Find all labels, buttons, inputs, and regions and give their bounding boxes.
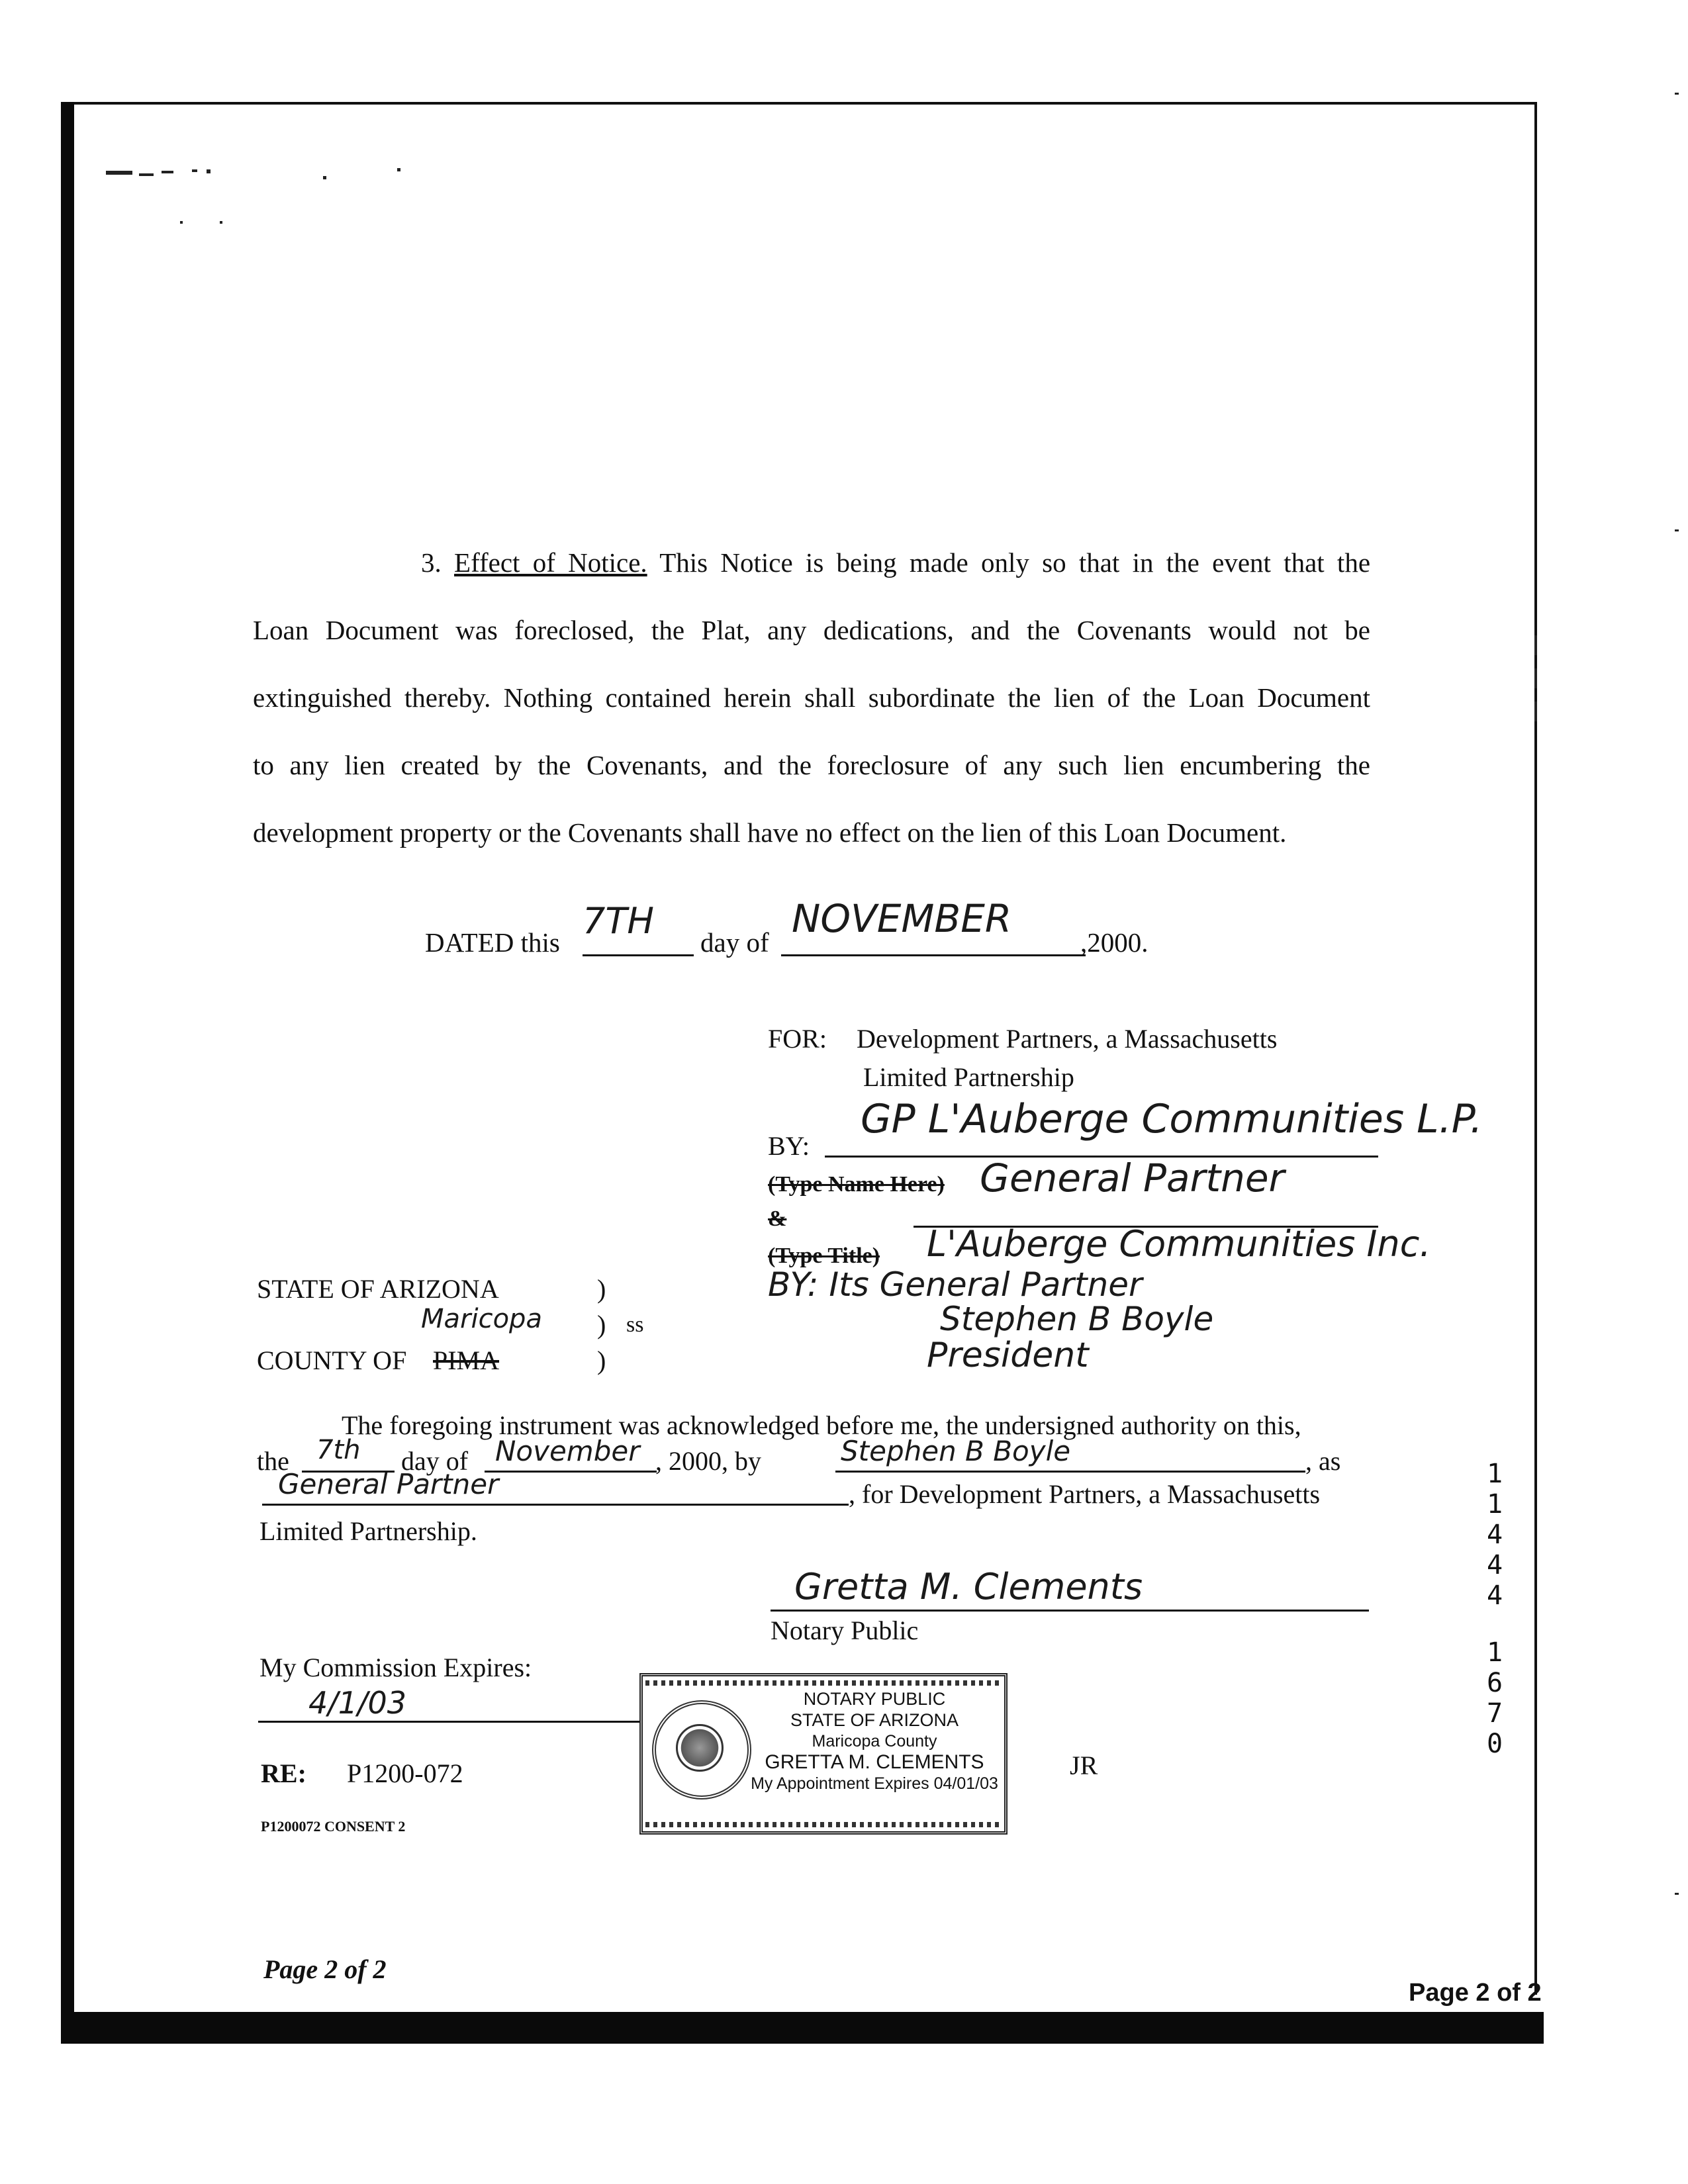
title-handwritten-4: President (927, 1336, 1089, 1375)
state-seal-icon (652, 1700, 751, 1799)
paragraph-line: Loan Document was foreclosed, the Plat, any dedications, and the Covenants would not be (253, 615, 1370, 645)
section-heading: Effect of Notice. (454, 547, 647, 578)
commission-date-handwritten: 4/1/03 (308, 1685, 407, 1721)
section-number: 3. (421, 547, 442, 578)
dated-month-rule (781, 954, 1086, 956)
page-border-bottom (61, 2012, 1544, 2044)
dated-month-handwritten: NOVEMBER (792, 896, 1012, 941)
notary-label: Notary Public (771, 1615, 919, 1645)
side-digit: 1 (1487, 1489, 1503, 1520)
initials: JR (1070, 1751, 1098, 1780)
venue-paren-1: ) (597, 1274, 606, 1304)
ack-role-handwritten: General Partner (278, 1468, 499, 1500)
ack-person-handwritten: Stephen B Boyle (841, 1435, 1071, 1467)
stamp-line-1: NOTARY PUBLIC (803, 1689, 946, 1709)
re-label: RE: (261, 1758, 306, 1788)
title-handwritten-3: Stephen B Boyle (940, 1300, 1214, 1338)
venue-paren-3: ) (597, 1345, 606, 1375)
page-number-bold: Page 2 of 2 (1409, 1979, 1542, 2007)
for-line-2: Limited Partnership (863, 1062, 1074, 1092)
county-struck: PIMA (433, 1345, 500, 1375)
for-label: FOR: (768, 1024, 827, 1054)
side-digit: 4 (1487, 1520, 1503, 1550)
title-handwritten-1: L'Auberge Communities Inc. (927, 1223, 1431, 1265)
notary-stamp (639, 1673, 1008, 1835)
paragraph-line: This Notice is being made only so that in the event that the (659, 547, 1371, 578)
ack-the: the (257, 1446, 289, 1476)
ampersand-struck: & (768, 1206, 787, 1231)
side-digit: 1 (1487, 1637, 1503, 1668)
paragraph-line: development property or the Covenants shall have no effect on the lien of this Loan Document. (253, 817, 1287, 848)
notary-signature: Gretta M. Clements (794, 1566, 1143, 1608)
side-digit: 6 (1487, 1668, 1503, 1698)
by-label: BY: (768, 1131, 810, 1161)
commission-rule (258, 1721, 642, 1723)
ack-role-rule (262, 1504, 849, 1506)
title-handwritten-2: BY: Its General Partner (768, 1265, 1143, 1304)
stamp-text (749, 1688, 1000, 1794)
ack-line-3: Limited Partnership. (259, 1516, 477, 1546)
county-handwritten: Maricopa (421, 1304, 542, 1334)
stamp-line-2: STATE OF ARIZONA (790, 1710, 959, 1730)
page-number-italic: Page 2 of 2 (263, 1954, 387, 1984)
re-value: P1200-072 (347, 1758, 463, 1788)
type-title-struck: (Type Title) (768, 1244, 880, 1268)
page-border-left (61, 102, 74, 2038)
dated-year: ,2000. (1080, 927, 1149, 958)
ack-line-1: The foregoing instrument was acknowledged before me, the undersigned authority on this, (342, 1410, 1301, 1440)
page-border-right (1534, 102, 1537, 1995)
ack-year-by: , 2000, by (655, 1446, 761, 1476)
ack-as: , as (1305, 1446, 1341, 1476)
paragraph-line: extinguished thereby. Nothing contained herein shall subordinate the lien of the Loan Document (253, 682, 1370, 713)
ack-person-rule (835, 1471, 1305, 1473)
stamp-line-4: GRETTA M. CLEMENTS (765, 1751, 984, 1773)
dated-day-of: day of (700, 927, 769, 958)
commission-label: My Commission Expires: (259, 1653, 532, 1682)
page-border-top (61, 102, 1536, 105)
ack-for-text: , for Development Partners, a Massachusetts (849, 1479, 1321, 1509)
side-digit: 0 (1487, 1729, 1503, 1759)
ack-day-of: day of (401, 1446, 469, 1476)
ack-day-handwritten: 7th (316, 1435, 361, 1465)
notary-signature-rule (771, 1610, 1369, 1612)
side-digit: 7 (1487, 1698, 1503, 1729)
stamp-line-5: My Appointment Expires 04/01/03 (751, 1774, 998, 1793)
state-label: STATE OF ARIZONA (257, 1274, 499, 1304)
for-line-1: Development Partners, a Massachusetts (857, 1024, 1278, 1054)
dated-prefix: DATED this (425, 927, 560, 958)
venue-paren-2: ) (597, 1310, 606, 1340)
ack-month-rule (485, 1471, 657, 1473)
dated-day-handwritten: 7TH (583, 900, 654, 942)
ack-month-handwritten: November (495, 1435, 640, 1467)
venue-ss: ss (626, 1312, 644, 1337)
county-prefix: COUNTY OF (257, 1345, 407, 1375)
stamp-line-3: Maricopa County (812, 1732, 937, 1751)
dated-day-rule (583, 954, 694, 956)
type-name-handwritten: General Partner (980, 1156, 1285, 1201)
side-digit: 4 (1487, 1580, 1503, 1611)
stamp-border-top (645, 1680, 1002, 1686)
stamp-border-bottom (645, 1822, 1002, 1827)
doc-code: P1200072 CONSENT 2 (261, 1818, 406, 1835)
paragraph-line: to any lien created by the Covenants, and the foreclosure of any such lien encumbering the (253, 750, 1370, 780)
type-name-struck: (Type Name Here) (768, 1172, 945, 1197)
side-digit: 4 (1487, 1550, 1503, 1580)
side-digit: 1 (1487, 1459, 1503, 1489)
effect-notice-line-1 (253, 547, 1370, 578)
by-handwritten: GP L'Auberge Communities L.P. (861, 1096, 1483, 1142)
